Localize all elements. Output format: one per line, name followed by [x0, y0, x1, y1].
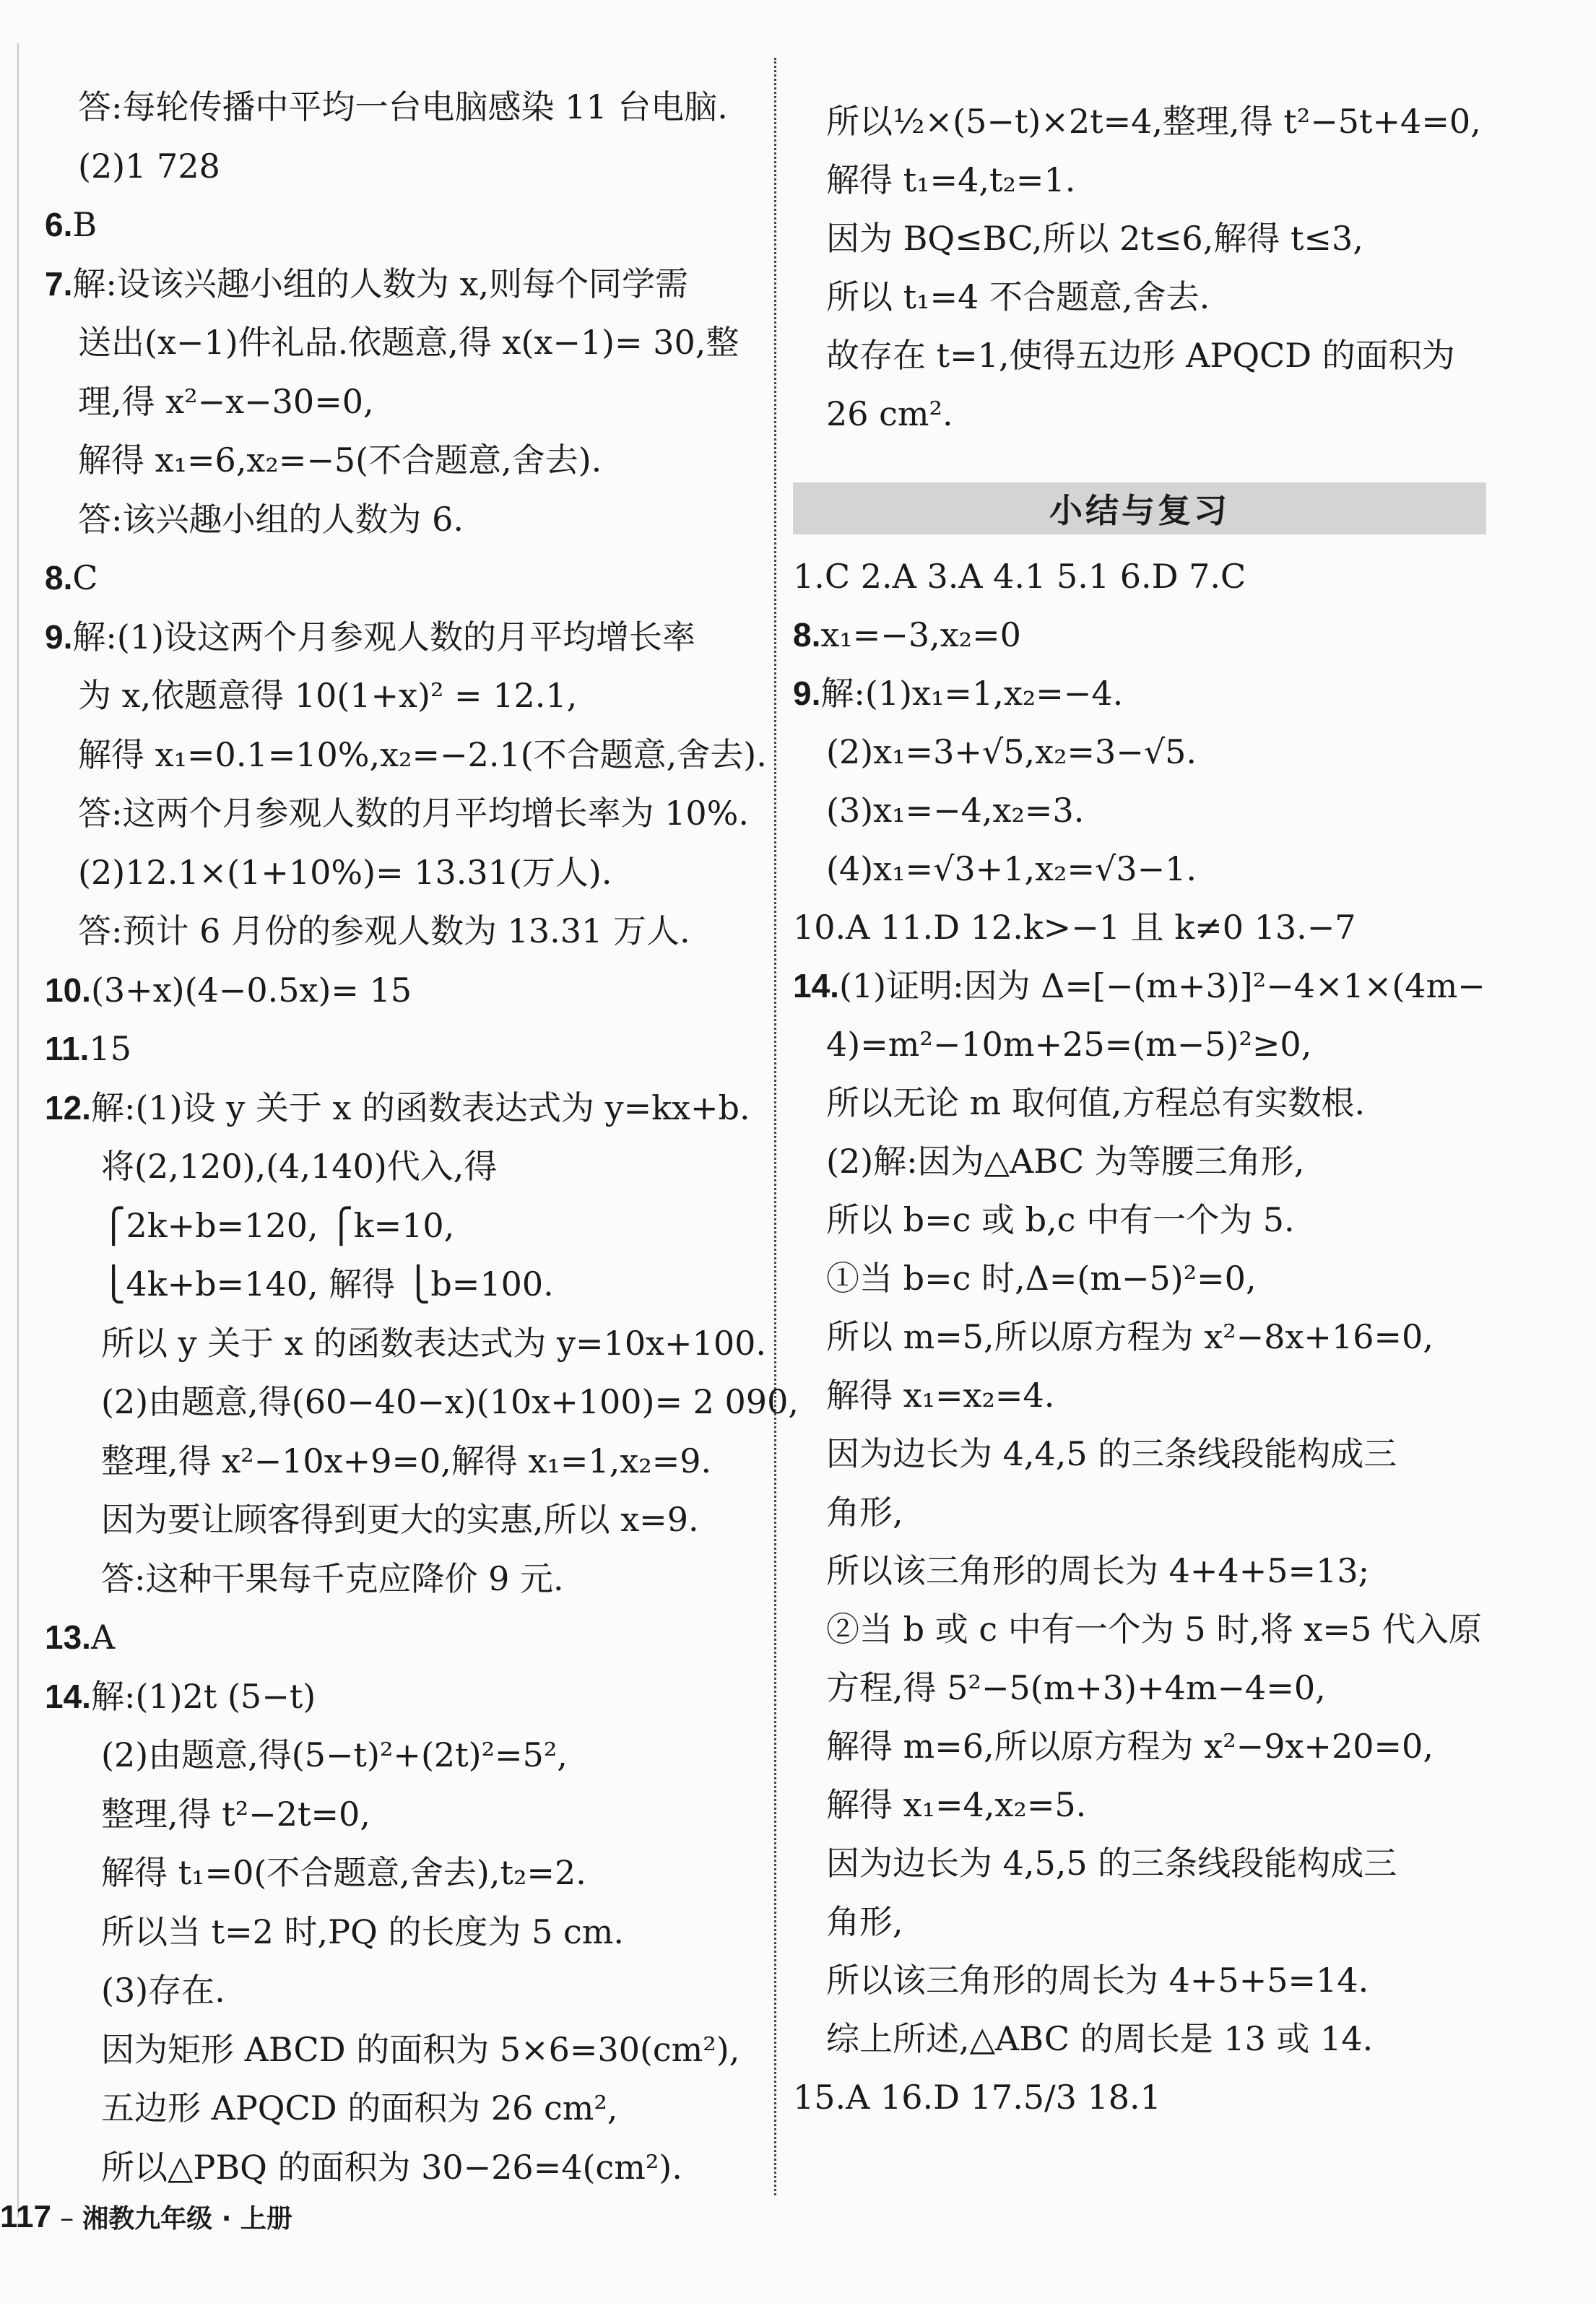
line-text: 因为边长为 4,5,5 的三条线段能构成三 [826, 1844, 1397, 1883]
text-line [45, 968, 412, 1012]
line-text: 15.A 16.D 17.5/3 18.1 [793, 2078, 1161, 2117]
line-text: (1)证明:因为 Δ=[−(m+3)]²−4×1×(4m− [838, 966, 1486, 1005]
line-text: (3+x)(4−0.5x)= 15 [90, 970, 412, 1010]
text-line [793, 1140, 1304, 1183]
section-title: 小结与复习 [1049, 491, 1230, 530]
question-number: 9. [45, 617, 73, 656]
text-line [793, 1666, 1326, 1709]
text-line [793, 1491, 903, 1534]
line-text: 解:(1)设 y 关于 x 的函数表达式为 y=kx+b. [90, 1088, 750, 1127]
line-text: 方程,得 5²−5(m+3)+4m−4=0, [826, 1668, 1326, 1707]
text-line [45, 1615, 115, 1659]
line-text: (2)由题意,得(5−t)²+(2t)²=5², [101, 1735, 568, 1774]
text-line [45, 380, 374, 423]
text-line [45, 144, 220, 188]
line-text: 角形, [826, 1493, 903, 1532]
line-text: ⎩4k+b=140, 解得 ⎩b=100. [101, 1265, 554, 1304]
text-line [45, 1498, 699, 1541]
text-line [45, 791, 749, 835]
text-line [793, 1900, 903, 1943]
text-line [45, 262, 688, 305]
text-line [45, 851, 612, 894]
text-line [793, 2017, 1373, 2060]
question-number: 8. [45, 559, 73, 597]
text-line [45, 1439, 711, 1483]
question-number: 8. [793, 616, 821, 654]
section-header [793, 482, 1486, 534]
line-text: 角形, [826, 1902, 903, 1941]
text-line [45, 2028, 740, 2071]
line-text: B [72, 205, 97, 244]
line-text: 解:(1)x₁=1,x₂=−4. [820, 674, 1124, 713]
line-text: 解得 x₁=4,x₂=5. [826, 1785, 1087, 1824]
line-text: 送出(x−1)件礼品.依题意,得 x(x−1)= 30,整 [78, 323, 740, 362]
text-line [793, 2076, 1161, 2119]
text-line [45, 2086, 617, 2130]
text-line [45, 321, 739, 364]
text-line [45, 1086, 750, 1129]
line-text: 所以该三角形的周长为 4+4+5=13; [826, 1551, 1370, 1590]
line-text: 将(2,120),(4,140)代入,得 [101, 1147, 498, 1186]
question-number: 6. [45, 206, 73, 243]
text-line [45, 674, 577, 717]
text-line [793, 672, 1123, 715]
line-text: 综上所述,△ABC 的周长是 13 或 14. [826, 2019, 1374, 2058]
line-text: 解得 t₁=0(不合题意,舍去),t₂=2. [101, 1853, 586, 1892]
line-text: (4)x₁=√3+1,x₂=√3−1. [826, 849, 1197, 888]
line-text: 因为矩形 ABCD 的面积为 5×6=30(cm²), [101, 2029, 740, 2069]
text-line [45, 909, 690, 953]
text-line [793, 1432, 1397, 1475]
page-number: 117 [0, 2199, 51, 2234]
text-line [45, 1322, 766, 1365]
text-line [45, 438, 602, 482]
line-text: x₁=−3,x₂=0 [820, 615, 1021, 654]
text-line [793, 1374, 1054, 1417]
text-line [45, 1145, 497, 1188]
question-number: 11. [45, 1030, 90, 1067]
text-line [45, 1204, 454, 1247]
line-text: 解得 x₁=0.1=10%,x₂=−2.1(不合题意,舍去). [78, 734, 767, 774]
text-line [793, 964, 1486, 1007]
question-number: 12. [45, 1088, 91, 1127]
text-line [45, 733, 767, 776]
line-text: 所以无论 m 取何值,方程总有实数根. [826, 1083, 1366, 1122]
line-text: 所以 y 关于 x 的函数表达式为 y=10x+100. [101, 1323, 767, 1363]
line-text: 解得 x₁=6,x₂=−5(不合题意,舍去). [78, 441, 602, 480]
text-line [45, 1969, 225, 2012]
line-text: 解得 m=6,所以原方程为 x²−9x+20=0, [826, 1727, 1434, 1766]
line-text: C [72, 558, 98, 597]
line-text: (3)存在. [101, 1971, 225, 2010]
text-line [793, 613, 1021, 656]
line-text: 所以该三角形的周长为 4+5+5=14. [826, 1961, 1369, 2000]
line-text: 解:(1)设这两个月参观人数的月平均增长率 [72, 617, 696, 656]
line-text: 4)=m²−10m+25=(m−5)²≥0, [826, 1025, 1312, 1064]
line-text: 因为 BQ≤BC,所以 2t≤6,解得 t≤3, [826, 219, 1363, 258]
line-text: 1.C 2.A 3.A 4.1 5.1 6.D 7.C [793, 557, 1246, 596]
line-text: (3)x₁=−4,x₂=3. [826, 791, 1085, 830]
line-text: 五边形 APQCD 的面积为 26 cm², [101, 2089, 618, 2128]
line-text: 所以△PBQ 的面积为 30−26=4(cm²). [101, 2147, 682, 2187]
text-line [793, 1783, 1086, 1826]
question-number: 14. [45, 1677, 91, 1715]
text-line [45, 1733, 568, 1777]
line-text: 整理,得 t²−2t=0, [101, 1794, 370, 1834]
line-text: 答:每轮传播中平均一台电脑感染 11 台电脑. [78, 87, 728, 126]
text-line [793, 847, 1197, 890]
line-text: A [90, 1618, 116, 1657]
text-line [793, 275, 1210, 318]
line-text: 所以½×(5−t)×2t=4,整理,得 t²−5t+4=0, [826, 102, 1481, 141]
footer-dash: – [60, 2202, 83, 2234]
text-line [45, 1675, 316, 1718]
line-text: 26 cm². [826, 394, 953, 433]
text-line [45, 1380, 799, 1423]
text-line [793, 1315, 1434, 1358]
line-text: (2)1 728 [78, 146, 220, 186]
line-text: 解:设该兴趣小组的人数为 x,则每个同学需 [72, 264, 689, 303]
text-line [45, 1262, 554, 1306]
text-line [793, 1842, 1397, 1885]
text-line [793, 1257, 1257, 1300]
text-line [793, 1725, 1434, 1768]
text-line [793, 1959, 1369, 2002]
line-text: 解:(1)2t (5−t) [90, 1676, 316, 1716]
line-text: (2)由题意,得(60−40−x)(10x+100)= 2 090, [101, 1382, 799, 1421]
text-line [793, 158, 1075, 201]
line-text: (2)x₁=3+√5,x₂=3−√5. [826, 732, 1197, 771]
page-binding-edge [17, 43, 19, 2217]
line-text: 因为要让顾客得到更大的实惠,所以 x=9. [101, 1500, 699, 1539]
text-line [45, 556, 98, 599]
line-text: 所以 m=5,所以原方程为 x²−8x+16=0, [826, 1317, 1434, 1356]
line-text: 答:预计 6 月份的参观人数为 13.31 万人. [78, 911, 690, 950]
text-line [45, 2146, 682, 2189]
line-text: 10.A 11.D 12.k>−1 且 k≠0 13.−7 [793, 908, 1356, 947]
question-number: 13. [45, 1618, 91, 1656]
line-text: 所以当 t=2 时,PQ 的长度为 5 cm. [101, 1912, 624, 1951]
text-line [793, 1023, 1311, 1066]
text-line [45, 203, 97, 246]
line-text: 答:这两个月参观人数的月平均增长率为 10%. [78, 794, 749, 833]
text-line [793, 334, 1455, 377]
line-text: ②当 b 或 c 中有一个为 5 时,将 x=5 代入原 [826, 1610, 1482, 1649]
text-line [45, 1557, 564, 1600]
text-line [793, 789, 1084, 832]
text-line [793, 392, 953, 435]
line-text: 整理,得 x²−10x+9=0,解得 x₁=1,x₂=9. [101, 1441, 712, 1480]
line-text: (2)12.1×(1+10%)= 13.31(万人). [78, 852, 612, 892]
page-footer [0, 2195, 292, 2241]
text-line [793, 555, 1246, 598]
question-number: 9. [793, 675, 821, 712]
line-text: 因为边长为 4,4,5 的三条线段能构成三 [826, 1434, 1397, 1473]
text-line [793, 1081, 1365, 1124]
line-text: (2)解:因为△ABC 为等腰三角形, [826, 1142, 1305, 1181]
line-text: 为 x,依题意得 10(1+x)² = 12.1, [78, 676, 578, 715]
line-text: ⎧2k+b=120, ⎧k=10, [101, 1205, 455, 1245]
text-line [793, 217, 1363, 260]
line-text: 理,得 x²−x−30=0, [78, 381, 374, 421]
text-line [45, 498, 464, 541]
line-text: 所以 t₁=4 不合题意,舍去. [826, 277, 1210, 316]
text-line [793, 1608, 1482, 1651]
line-text: 15 [89, 1029, 131, 1068]
line-text: 答:这种干果每千克应降价 9 元. [101, 1558, 564, 1598]
line-text: 故存在 t=1,使得五边形 APQCD 的面积为 [826, 336, 1455, 375]
question-number: 7. [45, 264, 73, 303]
line-text: 解得 t₁=4,t₂=1. [826, 160, 1076, 199]
line-text: 所以 b=c 或 b,c 中有一个为 5. [826, 1200, 1295, 1239]
text-line [793, 100, 1481, 143]
question-number: 10. [45, 971, 91, 1009]
column-divider [774, 58, 776, 2195]
text-line [45, 615, 695, 659]
text-line [45, 1910, 624, 1953]
text-line [793, 1549, 1369, 1592]
text-line [793, 906, 1356, 949]
text-line [45, 1792, 370, 1836]
book-title: 湘教九年级 · 上册 [82, 2204, 292, 2234]
question-number: 14. [793, 967, 839, 1005]
text-line [793, 730, 1197, 773]
line-text: ①当 b=c 时,Δ=(m−5)²=0, [826, 1259, 1257, 1298]
text-line [793, 1198, 1295, 1241]
line-text: 答:该兴趣小组的人数为 6. [78, 499, 464, 539]
text-line [45, 1851, 586, 1894]
text-line [45, 1027, 131, 1070]
line-text: 解得 x₁=x₂=4. [826, 1376, 1055, 1415]
text-line [45, 85, 728, 129]
